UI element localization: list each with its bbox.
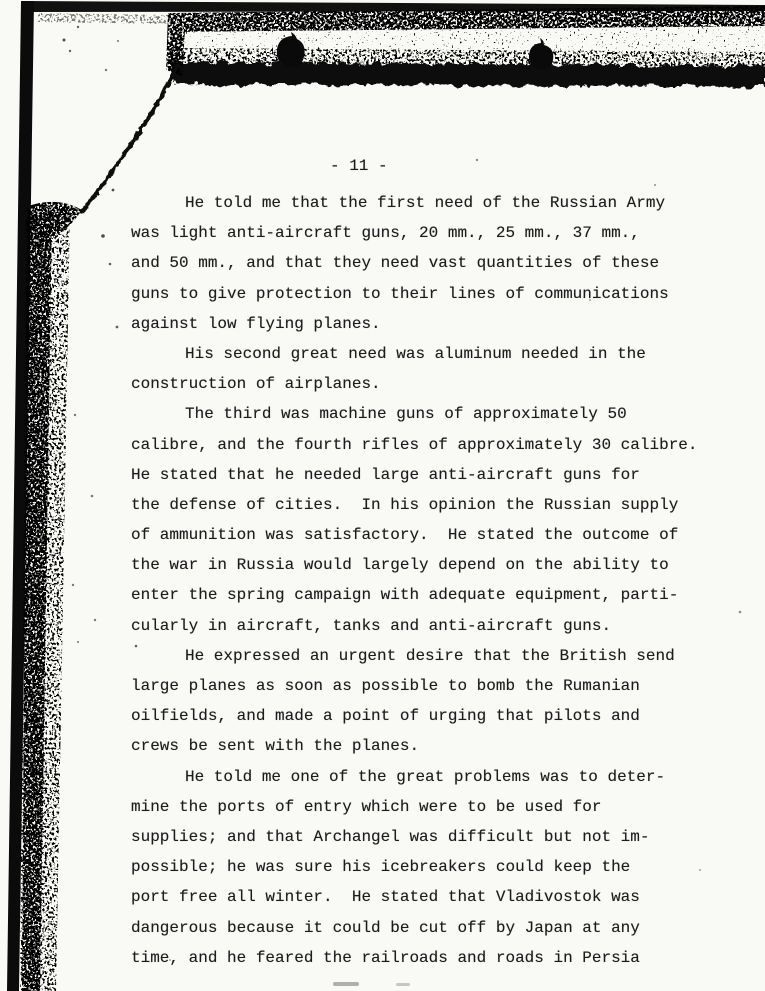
text-line: against low flying planes. — [131, 314, 381, 333]
text-line: He expressed an urgent desire that the British send — [185, 646, 675, 665]
top-left-smudge — [38, 13, 170, 24]
text-line: time, and he feared the railroads and roads in Persia — [131, 948, 640, 967]
text-line: dangerous because it could be cut off by Japan at any — [131, 918, 640, 937]
text-line: and 50 mm., and that they need vast quantities of these — [131, 254, 660, 273]
left-edge-bar — [7, 1, 34, 991]
top-edge-band — [166, 6, 765, 87]
text-line: He told me one of the great problems was to deter- — [185, 767, 666, 786]
text-line: oilfields, and made a point of urging that pilots and — [131, 707, 640, 726]
left-speckle-band — [20, 202, 82, 991]
text-line: construction of airplanes. — [131, 375, 381, 394]
text-line: cularly in aircraft, tanks and anti-aircraft guns. — [131, 616, 612, 635]
ink-blot-right — [529, 38, 553, 69]
text-line: possible; he was sure his icebreakers could keep the — [131, 858, 631, 877]
bottom-cutoff-marks — [333, 982, 410, 986]
page-number: - 11 - — [330, 157, 388, 175]
text-line: port free all winter. He stated that Vladivostok was — [131, 888, 640, 907]
text-line: supplies; and that Archangel was difficult but not im- — [131, 827, 650, 846]
text-line: was light anti-aircraft guns, 20 mm., 25 mm., 37 mm., — [131, 224, 640, 243]
text-line: of ammunition was satisfactory. He stated the outcome of — [131, 526, 679, 545]
text-line: The third was machine guns of approximately 50 — [185, 405, 627, 424]
document-text — [131, 188, 731, 973]
text-line: His second great need was aluminum needed in the — [185, 344, 646, 363]
text-line: large planes as soon as possible to bomb the Rumanian — [131, 677, 640, 695]
text-line: the defense of cities. In his opinion the Russian supply — [131, 495, 679, 514]
text-line: He stated that he needed large anti-aircraft guns for — [131, 465, 640, 484]
text-line: crews be sent with the planes. — [131, 737, 420, 756]
text-line: the war in Russia would largely depend on the ability to — [131, 556, 669, 575]
text-line: He told me that the first need of the Russian Army — [185, 194, 666, 212]
text-line: guns to give protection to their lines of communications — [131, 284, 669, 303]
top-edge-line — [22, 1, 765, 12]
text-line: mine the ports of entry which were to be used for — [131, 797, 602, 816]
text-line: enter the spring campaign with adequate equipment, parti- — [131, 586, 679, 605]
text-line: calibre, and the fourth rifles of approximately 30 calibre. — [131, 435, 698, 454]
ink-blot-left — [277, 32, 305, 67]
